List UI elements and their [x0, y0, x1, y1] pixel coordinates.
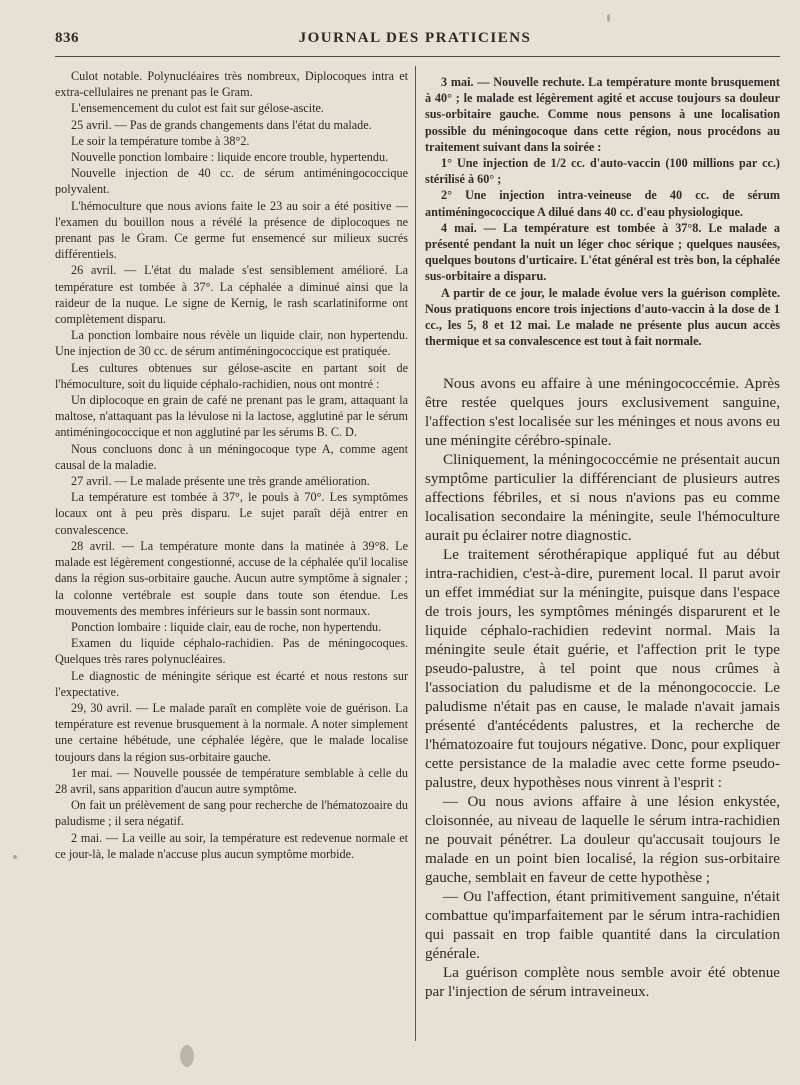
case-paragraph: Les cultures obtenues sur gélose-ascite en partant soit de l'hémoculture, soit du liquide céphalo-rachidien, nous ont montré : [55, 360, 408, 391]
case-paragraph: A partir de ce jour, le malade évolue vers la guérison complète. Nous pratiquons encore trois injections d'auto-vaccin à la dose de 1 cc., les 5, 8 et 12 mai. Le malade ne présente plus aucun accès thermique et sa convalescence est tout à fait normale. [425, 285, 780, 349]
case-paragraph: 28 avril. — La température monte dans la matinée à 39°8. Le malade est légèrement congestionné, accuse de la céphalée qu'il localise dans la région sus-orbitaire gauche. Aucun autre symptôme à signaler ; la colonne vertébrale est souple dans toute son étendue. Les mouvements des membres inférieurs sur le bassin sont normaux. [55, 538, 408, 618]
column-divider [415, 66, 416, 1041]
case-paragraph: On fait un prélèvement de sang pour recherche de l'hématozoaire du paludisme ; il sera négatif. [55, 798, 408, 829]
case-paragraph: L'hémoculture que nous avions faite le 23 au soir a été positive — l'examen du bouillon nous a révélé la présence de diplocoques ne prenant pas le Gram. Ce germe fut ensemencé sur milieux sucrés différentiels. [55, 198, 408, 262]
discussion-paragraph: Nous avons eu affaire à une méningococcémie. Après être restée quelques jours exclusivement sanguine, l'affection s'est localisée sur les méninges et nous avons eu une méningite cérébro-spinale. [425, 376, 780, 450]
section-gap [425, 349, 780, 375]
discussion-section [425, 375, 780, 1002]
case-paragraph: 2° Une injection intra-veineuse de 40 cc. de sérum antiméningococcique A dilué dans 40 cc. d'eau physiologique. [425, 188, 780, 219]
case-paragraph: 27 avril. — Le malade présente une très grande amélioration. [71, 474, 370, 489]
case-paragraph: 26 avril. — L'état du malade s'est sensiblement amélioré. La température est tombée à 37°. La céphalée a diminué ainsi que la raideur de la nuque. Le signe de Kernig, le rash scarlatiniforme ont complètement disparu. [55, 263, 408, 327]
case-paragraph: 29, 30 avril. — Le malade paraît en complète voie de guérison. La température est revenue brusquement à la normale. A noter simplement une certaine hébétude, une céphalée légère, que le malade localise toujours dans la région sus-orbitaire gauche. [55, 700, 408, 764]
case-paragraph: Un diplocoque en grain de café ne prenant pas le gram, attaquant la maltose, n'attaquant pas la lévulose ni la lactose, agglutiné par le sérum antiméningococcique et non agglutiné par les sérums B. C. D. [55, 393, 408, 440]
header-rule [55, 56, 780, 57]
case-paragraph: La ponction lombaire nous révèle un liquide clair, non hypertendu. Une injection de 30 cc. de sérum antiméningococcique est pratiquée. [55, 328, 408, 359]
case-paragraph: Le diagnostic de méningite sérique est écarté et nous restons sur l'expectative. [55, 668, 408, 699]
discussion-paragraph: La guérison complète nous semble avoir été obtenue par l'injection de sérum intraveineux. [425, 965, 780, 1001]
page-number: 836 [55, 30, 79, 46]
case-paragraph: Nouvelle ponction lombaire : liquide encore trouble, hypertendu. [71, 150, 389, 165]
discussion-paragraph: — Ou l'affection, étant primitivement sanguine, n'était combattue qu'imparfaitement par le sérum intra-rachidien qui passait en trop faible quantité dans la circulation générale. [425, 889, 780, 963]
page-header [55, 30, 775, 52]
right-column [425, 68, 780, 1002]
case-paragraph: 4 mai. — La température est tombée à 37°8. Le malade a présenté pendant la nuit un léger choc sérique ; quelques nausées, quelques boutons d'urticaire. L'état général est très bon, la céphalée sus-orbitaire a disparu. [425, 220, 780, 284]
case-paragraph: Nouvelle injection de 40 cc. de sérum antiméningococcique polyvalent. [55, 166, 408, 197]
paper-speck [13, 855, 17, 859]
case-paragraph: 1° Une injection de 1/2 cc. d'auto-vaccin (100 millions par cc.) stérilisé à 60° ; [425, 156, 780, 187]
case-paragraph: Culot notable. Polynucléaires très nombreux, Diplocoques intra et extra-cellulaires ne prenant pas le Gram. [55, 69, 408, 100]
case-paragraph: 2 mai. — La veille au soir, la température est redevenue normale et ce jour-là, le malade n'accuse plus aucun symptôme morbide. [55, 830, 408, 861]
case-paragraph: Nous concluons donc à un méningocoque type A, comme agent causal de la maladie. [55, 441, 408, 472]
case-paragraph: Ponction lombaire : liquide clair, eau de roche, non hypertendu. [71, 619, 382, 634]
left-column [55, 68, 408, 862]
paper-speck [607, 14, 610, 22]
ink-smudge [180, 1045, 194, 1067]
case-paragraph: 3 mai. — Nouvelle rechute. La température monte brusquement à 40° ; le malade est légèrement agité et accuse toujours sa douleur sus-orbitaire gauche. Comme nous pensons à une localisation possible du méningocoque dans cette région, nous procédons au traitement suivant dans la soirée : [425, 75, 780, 154]
case-paragraph: 25 avril. — Pas de grands changements dans l'état du malade. [71, 117, 372, 132]
discussion-paragraph: Le traitement sérothérapique appliqué fut au début intra-rachidien, c'est-à-dire, purement local. Il parut avoir un effet immédiat sur la méningite, puisque dans l'espace de trois jours, les symptômes méningés disparurent et le liquide céphalo-rachidien redevint normal. Mais la méningite seule était guérie, et l'affection prit le type pseudo-palustre, à tel point que nous crûmes à l'association du paludisme et de la ménongococcie. Le paludisme n'était pas en cause, le malade n'avait jamais présenté d'antécédents palustres, et la recherche de l'hématozoaire fut toujours négative. Donc, pour expliquer cette persistance de la maladie avec cette forme pseudo-palustre, deux hypothèses nous vinrent à l'esprit : [425, 547, 780, 792]
case-paragraph: 1er mai. — Nouvelle poussée de température semblable à celle du 28 avril, sans apparition d'aucun autre symptôme. [55, 765, 408, 796]
case-paragraph: La température est tombée à 37°, le pouls à 70°. Les symptômes locaux ont à peu près disparu. Le sujet paraît déjà entrer en convalescence. [55, 490, 408, 537]
discussion-paragraph: — Ou nous avions affaire à une lésion enkystée, cloisonnée, au niveau de laquelle le sérum intra-rachidien ne pouvait pénétrer. La douleur qu'accusait toujours le malade en un point bien localisé, la région sus-orbitaire gauche, semblait en faveur de cette hypothèse ; [425, 794, 780, 887]
case-paragraph: L'ensemencement du culot est fait sur gélose-ascite. [71, 101, 324, 116]
case-paragraph: Examen du liquide céphalo-rachidien. Pas de méningocoques. Quelques très rares polynucléaires. [55, 636, 408, 667]
case-paragraph: Le soir la température tombe à 38°2. [71, 133, 250, 148]
journal-title: JOURNAL DES PRATICIENS [298, 30, 532, 46]
discussion-paragraph: Cliniquement, la méningococcémie ne présentait aucun symptôme particulier la différenciant de plusieurs autres affections fébriles, et si nous n'avions pas eu comme localisation secondaire la méningite, seule l'hémoculture aurait pu éclairer notre diagnostic. [425, 452, 780, 545]
